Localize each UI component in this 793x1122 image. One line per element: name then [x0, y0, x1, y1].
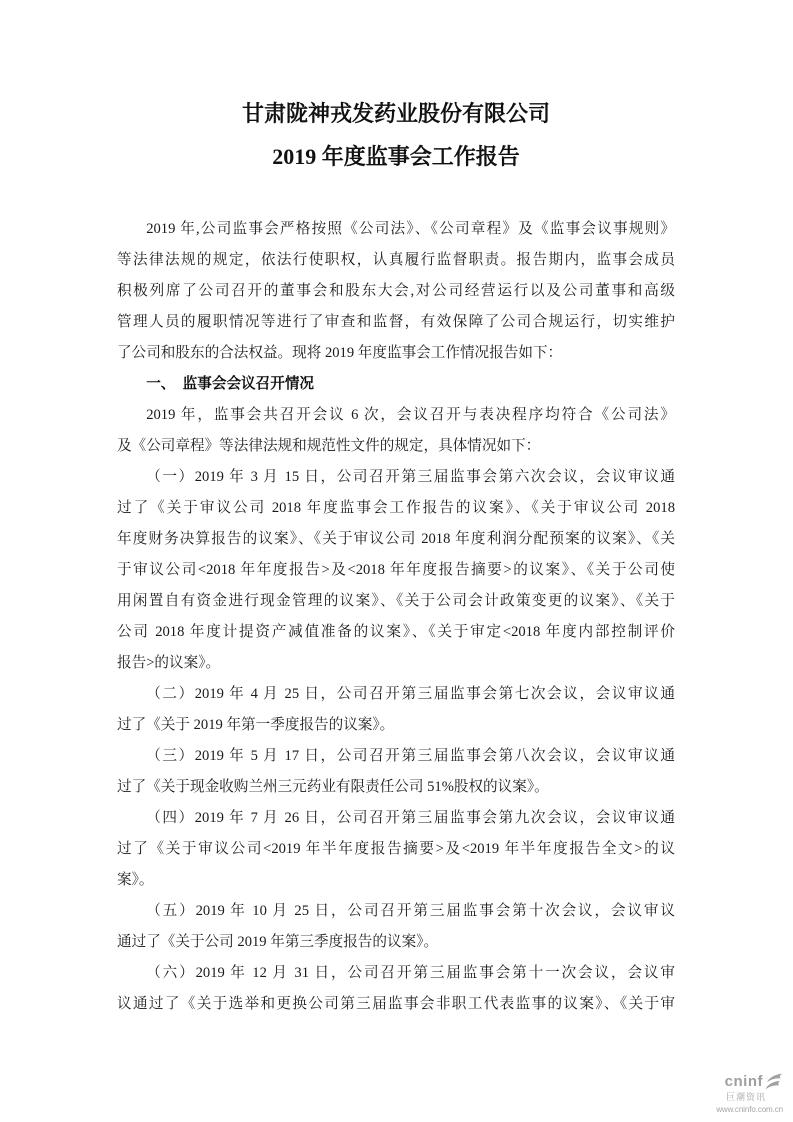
body-line: 案》。 — [117, 872, 154, 888]
body-line: 通过了《关于公司 2019 年第三季度报告的议案》。 — [117, 934, 439, 950]
cninfo-chinese-name: 巨潮资讯 — [725, 1092, 766, 1102]
body-line: 于审议公司<2018 年年度报告>及<2018 年年度报告摘要>的议案》、《关于公司使 — [117, 562, 675, 578]
cninfo-swirl-icon — [764, 1072, 783, 1091]
document-body — [117, 214, 675, 1020]
body-line: 2019 年，监事会共召开会议 6 次，会议召开与表决程序均符合《公司法》 — [146, 407, 675, 423]
section-heading: 一、 监事会会议召开情况 — [146, 376, 315, 392]
body-line: （一）2019 年 3 月 15 日，公司召开第三届监事会第六次会议，会议审议通 — [146, 469, 675, 485]
body-line: 报告>的议案》。 — [117, 655, 221, 671]
body-line: （三）2019 年 5 月 17 日，公司召开第三届监事会第八次会议，会议审议通 — [146, 748, 675, 764]
body-line: 公司 2018 年度计提资产减值准备的议案》、《关于审定<2018 年度内部控制评价 — [117, 624, 675, 640]
document-title-line2: 2019 年度监事会工作报告 — [272, 144, 520, 169]
cninfo-brand-text: cninf — [724, 1073, 763, 1090]
body-line: 用闲置自有资金进行现金管理的议案》、《关于公司会计政策变更的议案》、《关于 — [117, 593, 675, 609]
body-line: （六）2019 年 12 月 31 日，公司召开第三届监事会第十一次会议，会议审 — [146, 965, 675, 981]
cninfo-logo-row — [697, 1072, 783, 1091]
body-line: 过了《关于现金收购兰州三元药业有限责任公司 51%股权的议案》。 — [117, 779, 549, 795]
body-line: （五）2019 年 10 月 25 日，公司召开第三届监事会第十次会议，会议审议 — [146, 903, 675, 919]
body-line: 年度财务决算报告的议案》、《关于审议公司 2018 年度利润分配预案的议案》、《关 — [117, 531, 675, 547]
document-title-line1: 甘肃陇神戎发药业股份有限公司 — [241, 101, 550, 126]
body-line: （四）2019 年 7 月 26 日，公司召开第三届监事会第九次会议，会议审议通 — [146, 810, 675, 826]
body-line: 及《公司章程》等法律法规和规范性文件的规定，具体情况如下： — [117, 438, 541, 454]
document-content — [117, 0, 675, 1020]
body-line: 过了《关于 2019 年第一季度报告的议案》。 — [117, 717, 395, 733]
cninfo-watermark — [697, 1072, 783, 1114]
body-line: 过了《关于审议公司<2019 年半年度报告摘要>及<2019 年半年度报告全文>的议 — [117, 841, 675, 857]
body-line: 过了《关于审议公司 2018 年度监事会工作报告的议案》、《关于审议公司 2018 — [117, 500, 675, 516]
body-line: 管理人员的履职情况等进行了审查和监督，有效保障了公司合规运行，切实维护 — [117, 314, 675, 330]
body-line: 积极列席了公司召开的董事会和股东大会,对公司经营运行以及公司董事和高级 — [117, 283, 675, 299]
body-line: 议通过了《关于选举和更换公司第三届监事会非职工代表监事的议案》、《关于审 — [117, 996, 675, 1012]
body-line: 了公司和股东的合法权益。现将 2019 年度监事会工作情况报告如下： — [117, 345, 563, 361]
body-line: （二）2019 年 4 月 25 日，公司召开第三届监事会第七次会议，会议审议通 — [146, 686, 675, 702]
body-line: 2019 年,公司监事会严格按照《公司法》、《公司章程》及《监事会议事规则》 — [146, 221, 675, 237]
body-line: 等法律法规的规定，依法行使职权，认真履行监督职责。报告期内，监事会成员 — [117, 252, 675, 268]
cninfo-url: www.cninfo.com.cn — [716, 1105, 783, 1114]
